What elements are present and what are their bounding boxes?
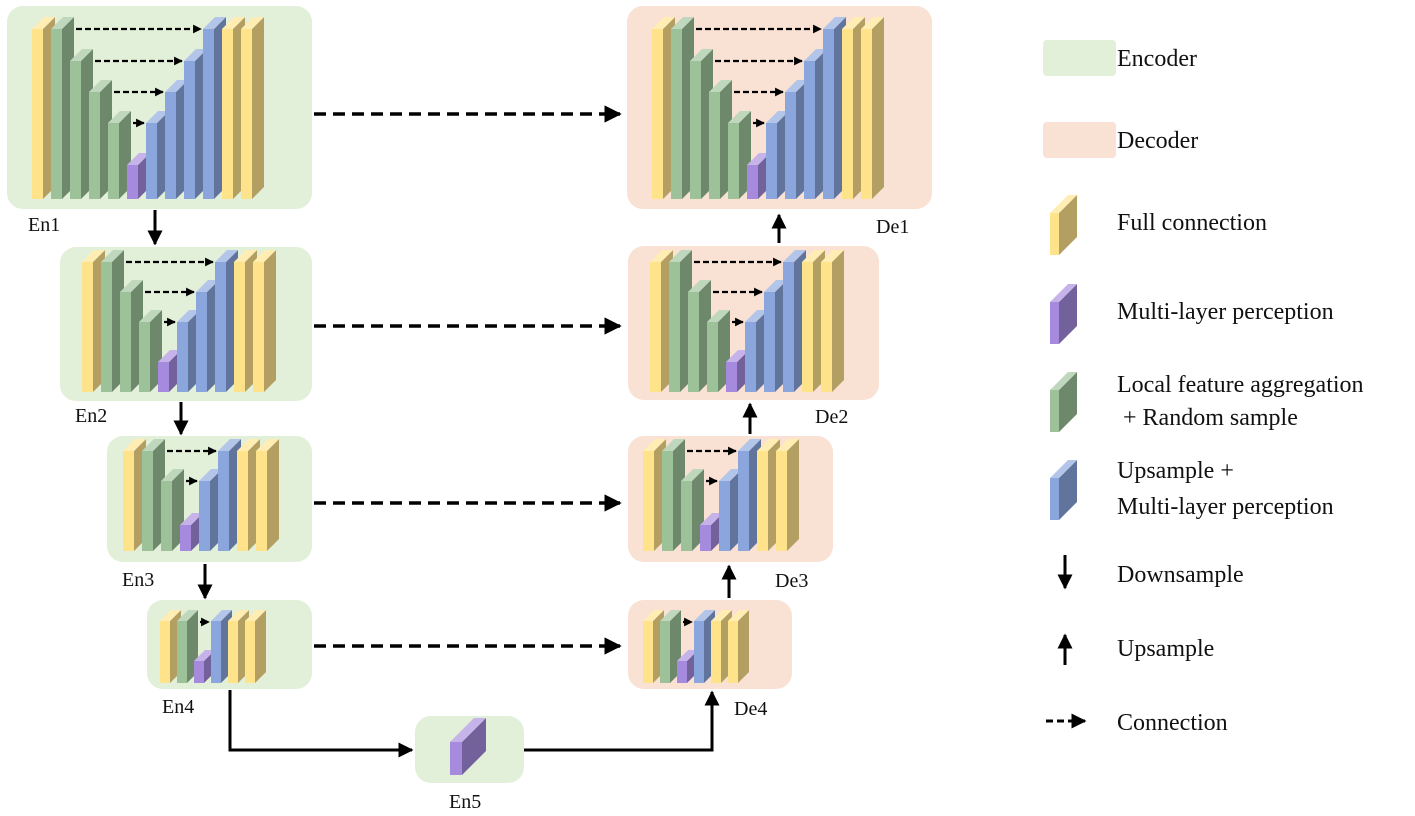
en2-fc-layer <box>253 250 276 392</box>
en4-fc-layer <box>245 610 266 683</box>
label-de4: De4 <box>734 698 768 720</box>
en4-en5-downsample-arrow <box>230 690 412 750</box>
legend-encoder-swatch <box>1043 40 1116 76</box>
legend <box>1043 40 1364 736</box>
legend-upsample-mlp-label-line1: Upsample + <box>1117 458 1234 484</box>
label-en2: En2 <box>75 405 108 427</box>
de3-fc-layer <box>776 439 799 551</box>
legend-lfa-label-line2: + Random sample <box>1123 405 1298 431</box>
de4-fc-layer <box>728 610 749 683</box>
legend-connection-label: Connection <box>1117 710 1228 736</box>
label-de1: De1 <box>876 216 910 238</box>
legend-upsample-mlp-label-line2: Multi-layer perception <box>1117 494 1334 520</box>
de4-layer-stack <box>643 610 749 683</box>
full-connection-legend-icon <box>1050 195 1077 255</box>
label-de3: De3 <box>775 570 809 592</box>
legend-downsample-label: Downsample <box>1117 562 1244 588</box>
label-de2: De2 <box>815 406 849 428</box>
label-en4: En4 <box>162 696 195 718</box>
en5-de4-upsample-arrow <box>524 692 712 750</box>
legend-decoder-swatch <box>1043 122 1116 158</box>
en1-fc-layer <box>241 17 264 199</box>
de2-fc-layer <box>821 250 844 392</box>
lfa-legend-icon <box>1050 372 1077 432</box>
upsample-mlp-legend-icon <box>1050 460 1077 520</box>
en4-layer-stack <box>160 610 266 683</box>
legend-upsample-label: Upsample <box>1117 636 1215 662</box>
legend-encoder-label: Encoder <box>1117 46 1197 72</box>
legend-mlp-label: Multi-layer perception <box>1117 299 1334 325</box>
en3-fc-layer <box>256 439 279 551</box>
legend-lfa-label-line1: Local feature aggregation <box>1117 372 1364 398</box>
mlp-legend-icon <box>1050 284 1077 344</box>
label-en5: En5 <box>449 791 482 813</box>
label-en3: En3 <box>122 569 155 591</box>
de1-fc-layer <box>861 17 884 199</box>
legend-decoder-label: Decoder <box>1117 128 1199 154</box>
label-en1: En1 <box>28 214 61 236</box>
legend-full-connection-label: Full connection <box>1117 210 1267 236</box>
